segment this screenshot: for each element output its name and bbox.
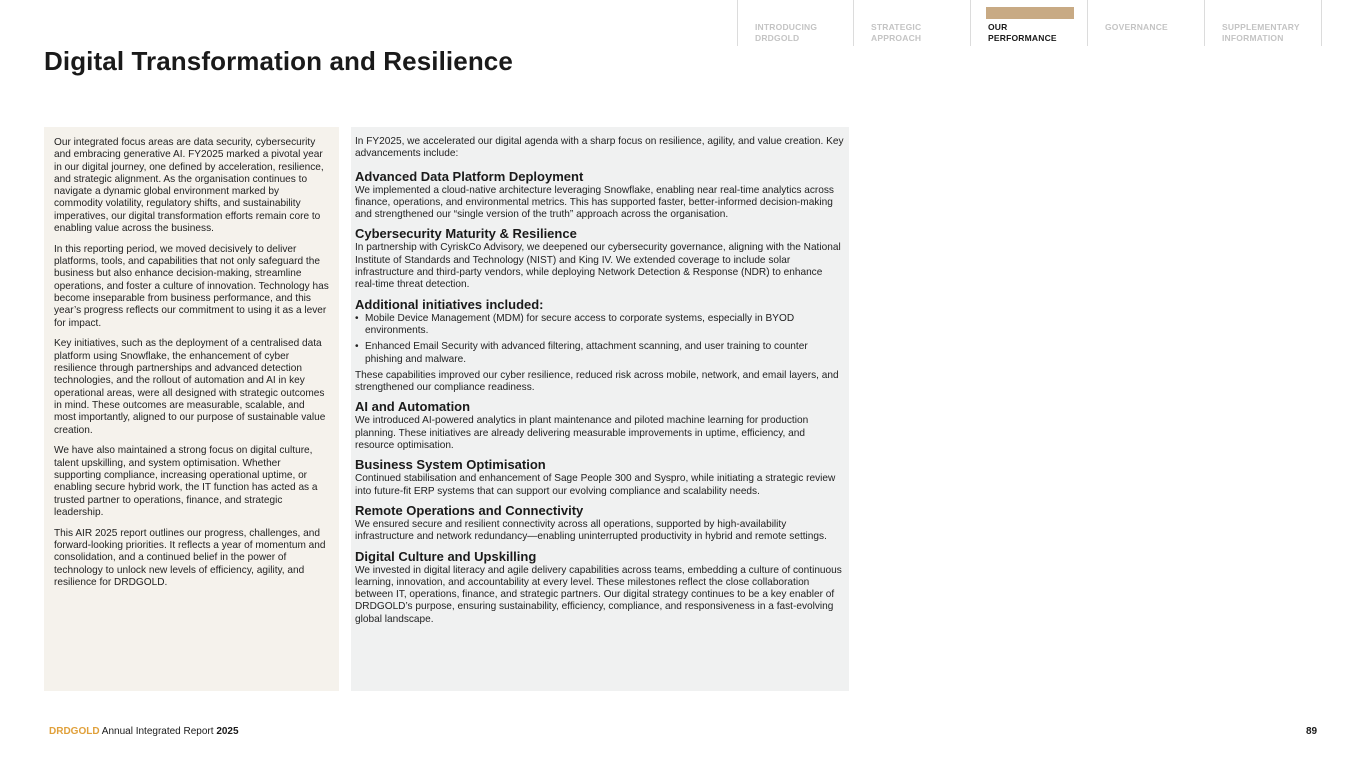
- active-tab-indicator: [986, 7, 1074, 19]
- footer-text: Annual Integrated Report: [99, 726, 217, 737]
- section-heading: Business System Optimisation: [355, 457, 546, 473]
- intro-paragraph: We have also maintained a strong focus on digital culture, talent upskilling, and system optimisation. Whether supporting compliance, increasing operational uptime, or enabling secure hybrid work, the IT function has acted as a trusted partner to operations, finance, and strategic leadership.: [54, 445, 318, 518]
- top-navigation: [737, 0, 1322, 46]
- page-title: Digital Transformation and Resilience: [44, 46, 513, 76]
- tab-our-performance[interactable]: [971, 0, 1088, 46]
- intro-paragraph: In this reporting period, we moved decisively to deliver platforms, tools, and capabilities that not only safeguard the business but also enhance decision-making, streamline operations, and foster a culture of innovation. Technology has become inseparable from business performance, and this year’s progress reflects our commitment to using it as a lever for impact.: [54, 243, 329, 329]
- footer-year: 2025: [216, 726, 239, 737]
- tab-label: SUPPLEMENTARY INFORMATION: [1222, 22, 1300, 43]
- page-number: 89: [1306, 726, 1318, 737]
- footer: [49, 726, 239, 737]
- list-item: [355, 313, 845, 338]
- section-body: Continued stabilisation and enhancement of Sage People 300 and Syspro, while initiating a strategic review into future-fit ERP systems that can support our evolving compliance and scalability needs.: [355, 473, 836, 497]
- footer-brand: DRDGOLD: [49, 726, 100, 737]
- section-body: In partnership with CyriskCo Advisory, we deepened our cybersecurity governance, aligning with the National Institute of Standards and Technology (NIST) and King IV. We extended coverage to include solar infrastructure and third-party vendors, while deploying Network Detection & Response (NDR) to enhance real-time threat detection.: [355, 242, 841, 291]
- tab-strategic-approach[interactable]: [854, 0, 971, 46]
- section-heading: Additional initiatives included:: [355, 296, 544, 312]
- advancements-intro: In FY2025, we accelerated our digital agenda with a sharp focus on resilience, agility, and value creation. Key advancements include:: [355, 136, 844, 160]
- tab-label: GOVERNANCE: [1105, 22, 1168, 32]
- section-heading: Remote Operations and Connectivity: [355, 502, 584, 518]
- section-heading: AI and Automation: [355, 399, 471, 415]
- section-heading: Cybersecurity Maturity & Resilience: [355, 226, 577, 242]
- section-body: We implemented a cloud-native architecture leveraging Snowflake, enabling near real-time analytics across finance, operations, and environmental metrics. This has supported faster, better-informed decision-making and strengthened our “single version of the truth” approach across the organisation.: [355, 184, 834, 221]
- bullet-icon: •: [355, 312, 359, 324]
- section-body: We invested in digital literacy and agile delivery capabilities across teams, embedding a culture of continuous learning, innovation, and accountability at every level. These milestones reflect the close collaboration between IT, operations, finance, and strategic partners. Our digital strategy continues to be a key enabler of DRDGOLD’s purpose, ensuring sustainability, efficiency, compliance, and responsiveness in a fast-evolving global landscape.: [355, 564, 842, 625]
- list-item-text: Enhanced Email Security with advanced filtering, attachment scanning, and user training to counter phishing and malware.: [365, 341, 808, 365]
- list-item-text: Mobile Device Management (MDM) for secure access to corporate systems, especially in BYOD environments.: [365, 312, 795, 336]
- intro-paragraph: This AIR 2025 report outlines our progress, challenges, and forward-looking priorities. It reflects a year of momentum and consolidation, and a continued belief in the power of technology to unlock new levels of efficiency, agility, and resilience for DRDGOLD.: [54, 527, 326, 588]
- section-heading: Digital Culture and Upskilling: [355, 548, 537, 564]
- tab-introducing-drdgold[interactable]: [737, 0, 854, 46]
- intro-paragraph: Key initiatives, such as the deployment of a centralised data platform using Snowflake, the enhancement of cyber resilience through partnerships and advanced detection technologies, and the rollout of automation and AI in key operational areas, were all designed with strategic outcomes in mind. These outcomes are measurable, scalable, and most importantly, aligned to our purpose of sustainable value creation.: [54, 338, 326, 436]
- tab-label: INTRODUCING DRDGOLD: [755, 22, 818, 43]
- advancements-panel: [351, 127, 849, 691]
- section-body: These capabilities improved our cyber resilience, reduced risk across mobile, network, and email layers, and strengthened our compliance readiness.: [355, 369, 839, 394]
- tab-label: OUR PERFORMANCE: [988, 22, 1057, 43]
- section-body: We ensured secure and resilient connectivity across all operations, supported by high-availability infrastructure and network redundancy—enabling uninterrupted productivity in hybrid and remote settings.: [355, 518, 827, 543]
- section-body: We introduced AI-powered analytics in plant maintenance and piloted machine learning for production planning. These initiatives are already delivering measurable improvements in uptime, efficiency, and resource optimisation.: [355, 415, 809, 452]
- initiatives-list: [355, 313, 845, 366]
- bullet-icon: •: [355, 341, 359, 353]
- list-item: [355, 341, 845, 366]
- tab-label: STRATEGIC APPROACH: [871, 22, 922, 43]
- section-heading: Advanced Data Platform Deployment: [355, 168, 584, 184]
- tab-governance[interactable]: [1088, 0, 1205, 46]
- tab-supplementary-information[interactable]: [1205, 0, 1322, 46]
- intro-paragraph: Our integrated focus areas are data security, cybersecurity and embracing generative AI. FY2025 marked a pivotal year in our digital journey, one defined by acceleration, resilience, and strategic alignment. As the organisation continues to navigate a dynamic global environment marked by commodity volatility, regulatory shifts, and sustainability imperatives, our digital transformation efforts remain core to enabling value across the business.: [54, 137, 324, 235]
- intro-panel: [44, 127, 339, 691]
